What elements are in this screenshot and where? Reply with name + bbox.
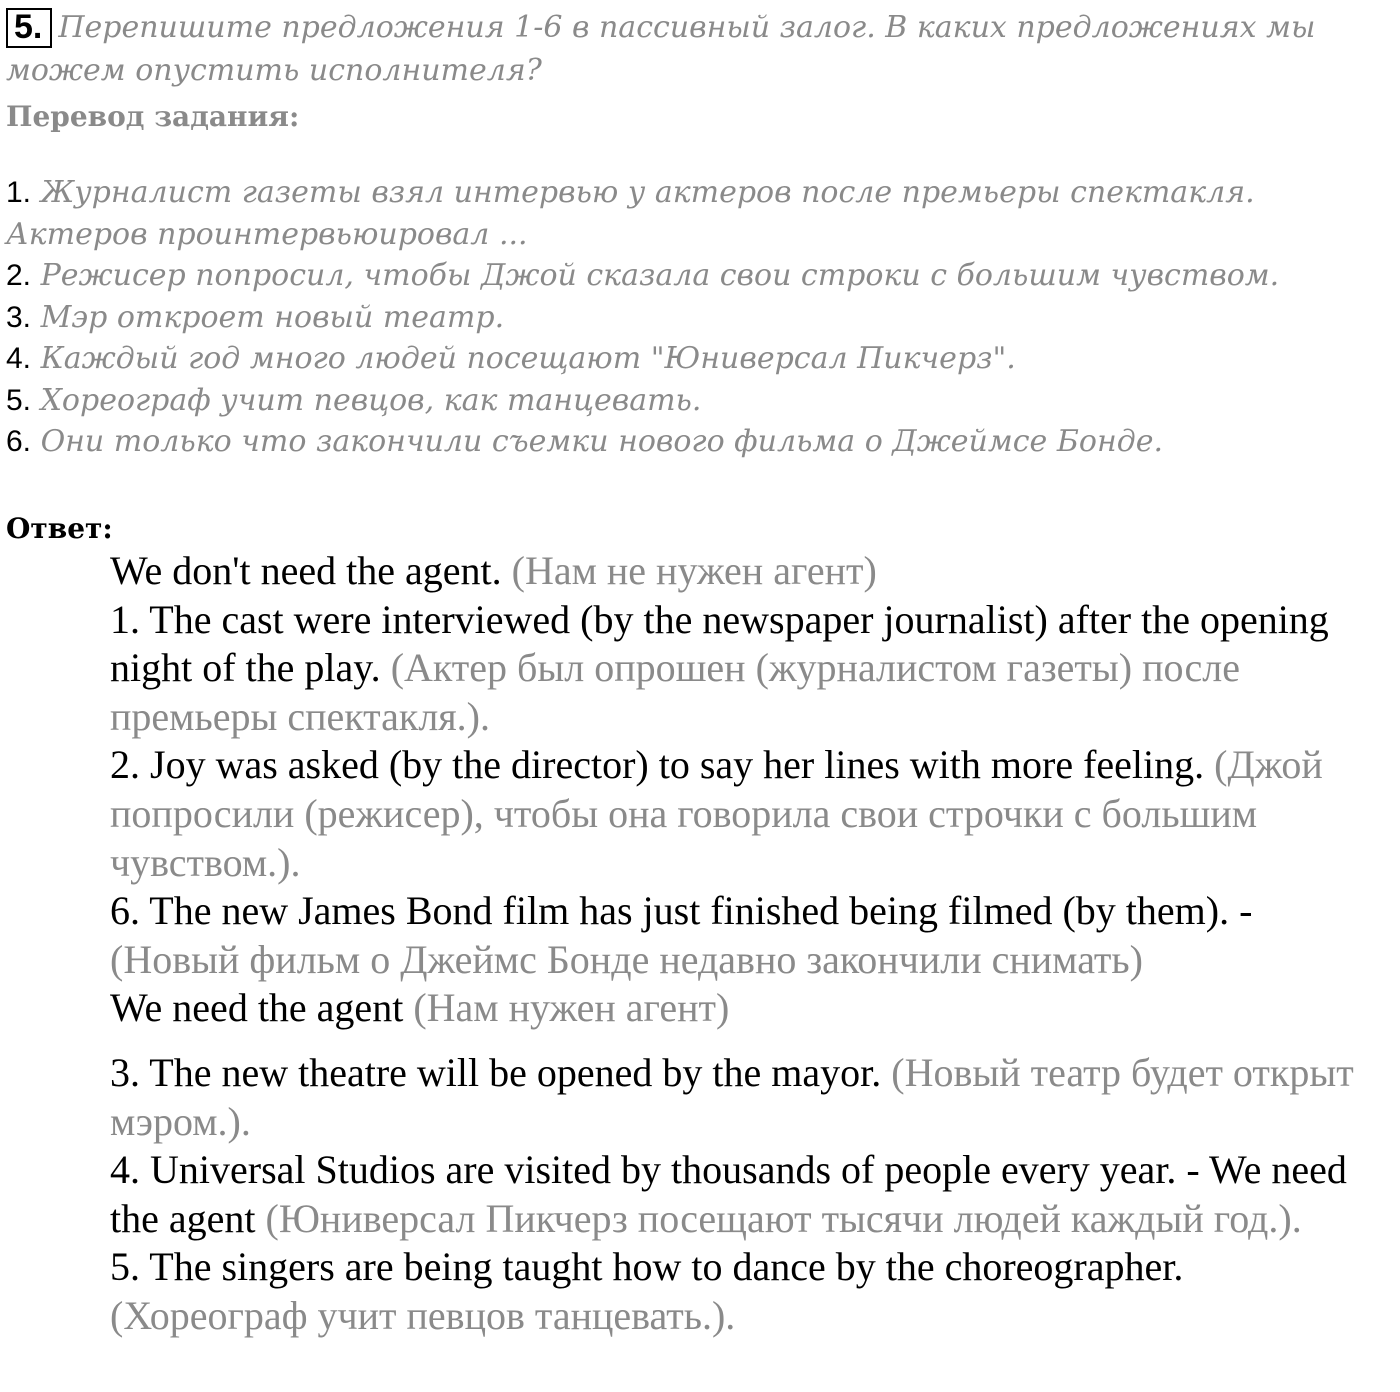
item-number: 6. <box>6 425 32 458</box>
translation-item <box>6 421 1396 463</box>
answer-item: 6. The new James Bond film has just finished being filmed (by them). - (Новый фильм о Джеймс Бонде недавно закончили снимать) <box>110 888 1253 982</box>
translation-item <box>6 172 1396 214</box>
task-instruction-text: Перепишите предложения 1-6 в пассивный залог. В каких предложениях мы можем опустить исполнителя? <box>6 10 1316 88</box>
answer-item: 1. The cast were interviewed (by the newspaper journalist) after the opening night of the play. (Актер был опрошен (журналистом газеты) после премьеры спектакля.). <box>110 596 1329 739</box>
answer-item: 2. Joy was asked (by the director) to say her lines with more feeling. (Джой попросили (режисер), чтобы она говорила свои строчки с большим чувством.). <box>110 742 1323 885</box>
item-text: Каждый год много людей посещают "Юниверсал Пикчерз". <box>40 341 1016 376</box>
item-number: 5. <box>6 383 32 417</box>
item-number: 2. <box>6 259 32 292</box>
item-text: Мэр откроет новый театр. <box>40 299 505 335</box>
item-number: 4. <box>6 342 32 375</box>
translation-item <box>6 297 1396 339</box>
translation-item <box>6 255 1396 297</box>
item-text: Журналист газеты взял интервью у актеров после премьеры спектакля. <box>40 175 1255 210</box>
answer-item: 5. The singers are being taught how to dance by the choreographer. (Хореограф учит певцов танцевать.). <box>110 1244 1184 1338</box>
task-instruction <box>6 6 1394 92</box>
item-text: Они только что закончили съемки нового фильма о Джеймсе Бонде. <box>40 424 1164 459</box>
item-text: Режисер попросил, чтобы Джой сказала свои строки с большим чувством. <box>40 258 1280 293</box>
translation-list <box>6 172 1396 463</box>
translation-heading: Перевод задания: <box>6 100 300 133</box>
item-number: 1. <box>6 176 32 209</box>
answer-heading: Ответ: <box>6 512 113 545</box>
task-number-box: 5. <box>6 8 52 48</box>
item-text: Актеров проинтервьюировал ... <box>6 216 528 252</box>
translation-item <box>6 380 1396 422</box>
answer-item: 3. The new theatre will be opened by the mayor. (Новый театр будет открыт мэром.). <box>110 1049 1354 1144</box>
answer-block <box>110 547 1400 1341</box>
answer-item: 4. Universal Studios are visited by thousands of people every year. - We need the agent (Юниверсал Пикчерз посещают тысячи людей каждый год.). <box>110 1147 1347 1241</box>
group-label-need-agent: We need the agent (Нам нужен агент) <box>110 985 730 1031</box>
item-text: Хореограф учит певцов, как танцевать. <box>40 382 702 418</box>
group-label-no-agent: We don't need the agent. (Нам не нужен агент) <box>110 548 877 593</box>
translation-item <box>6 338 1396 380</box>
translation-item <box>6 214 1396 256</box>
spacer <box>110 1033 1400 1049</box>
item-number: 3. <box>6 300 32 334</box>
